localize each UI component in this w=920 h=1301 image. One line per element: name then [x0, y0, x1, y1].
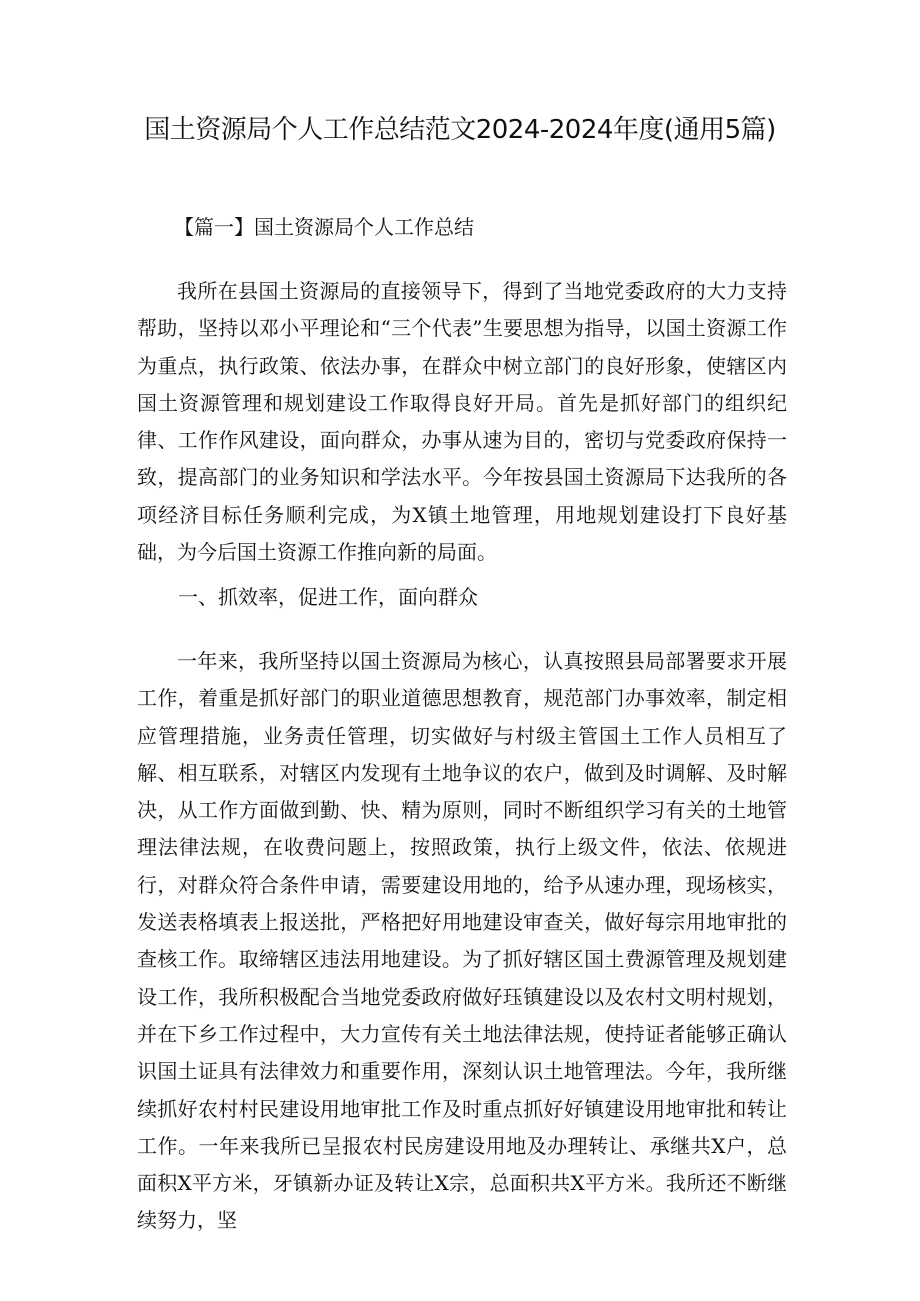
body-paragraph-efficiency: 一年来，我所坚持以国土资源局为核心，认真按照县局部署要求开展工作，着重是抓好部门的职业道德思想教育，规范部门办事效率，制定相应管理措施，业务责任管理，切实做好与村级主管国土工作人员相互了解、相互联系，对辖区内发现有土地争议的农户，做到及时调解、及时解决，从工作方面做到勤、快、精为原则，同时不断组织学习有关的土地管理法律法规，在收费问题上，按照政策，执行上级文件，依法、依规进行，对群众符合条件申请，需要建设用地的，给予从速办理，现场核实，发送表格填表上报送批，严格把好用地建设审查关，做好每宗用地审批的查核工作。取缔辖区违法用地建设。为了抓好辖区国土费源管理及规划建设工作，我所积极配合当地党委政府做好珏镇建设以及农村文明村规划，并在下乡工作过程中，大力宣传有关土地法律法规，使持证者能够正确认识国土证具有法律效力和重要作用，深刻认识土地管理法。今年，我所继续抓好农村村民建设用地审批工作及时重点抓好好镇建设用地审批和转让工作。一年来我所已呈报农村民房建设用地及办理转让、承继共X户，总面积X平方米，牙镇新办证及转让X宗，总面积共X平方米。我所还不断继续努力，坚: [137, 649, 787, 1233]
document-title: 国土资源局个人工作总结范文2024-2024年度(通用5篇): [144, 115, 776, 145]
section-heading: 【篇一】国土资源局个人工作总结: [174, 215, 474, 239]
body-paragraph-intro: 我所在县国土资源局的直接领导下，得到了当地党委政府的大力支持帮助，坚持以邓小平理论和“三个代表”生要思想为指导，以国土资源工作为重点，执行政策、依法办事，在群众中树立部门的良好形象，使辖区内国土资源管理和规划建设工作取得良好开局。首先是抓好部门的组织纪律、工作作风建设，面向群众，办事从速为目的，密切与党委政府保持一致，提高部门的业务知识和学法水平。今年按县国土资源局下达我所的各项经济目标任务顺利完成，为X镇土地管理，用地规划建设打下良好基础，为今后国土资源工作推向新的局面。: [137, 279, 787, 565]
subheading-efficiency: 一、抓效率，促进工作，面向群众: [178, 585, 478, 609]
